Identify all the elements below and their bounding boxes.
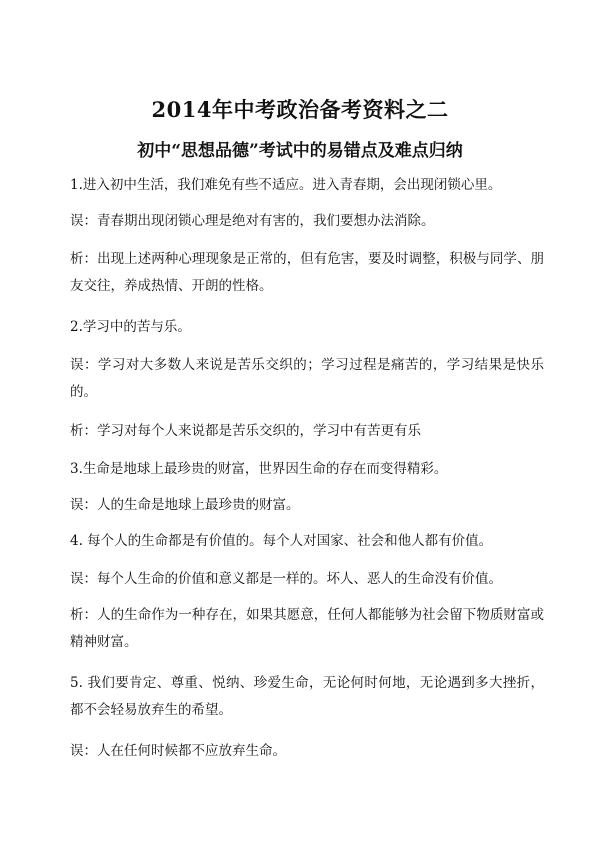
- paragraph-9: 4. 每个人的生命都是有价值的。每个人对国家、社会和他人都有价值。: [70, 533, 493, 549]
- paragraph-2: 误：青春期出现闭锁心理是绝对有害的，我们要想办法消除。: [70, 213, 435, 229]
- paragraph-11: 析：人的生命作为一种存在，如果其愿意，任何人都能够为社会留下物质财富或精神财富。: [70, 607, 544, 650]
- paragraph-10: 误：每个人生命的价值和意义都是一样的。坏人、恶人的生命没有价值。: [70, 571, 502, 587]
- paragraph-8: 误：人的生命是地球上最珍贵的财富。: [70, 497, 300, 513]
- paragraph-4: 2.学习中的苦与乐。: [70, 319, 191, 335]
- document-title: 2014年中考政治备考资料之二: [151, 97, 449, 122]
- paragraph-1: 1.进入初中生活，我们难免有些不适应。进入青春期，会出现闭锁心里。: [70, 177, 502, 193]
- paragraph-5: 误：学习对大多数人来说是苦乐交织的；学习过程是痛苦的，学习结果是快乐的。: [70, 357, 544, 400]
- paragraph-7: 3.生命是地球上最珍贵的财富，世界因生命的存在而变得精彩。: [70, 461, 448, 477]
- paragraph-6: 析：学习对每个人来说都是苦乐交织的，学习中有苦更有乐: [70, 423, 421, 439]
- paragraph-13: 误：人在任何时候都不应放弃生命。: [70, 743, 286, 759]
- document-subtitle: 初中“思想品德”考试中的易错点及难点归纳: [137, 141, 463, 161]
- paragraph-12: 5. 我们要肯定、尊重、悦纳、珍爱生命，无论何时何地，无论遇到多大挫折，都不会轻易放弃生的希望。: [70, 675, 544, 718]
- paragraph-3: 析：出现上述两种心理现象是正常的，但有危害，要及时调整，积极与同学、朋友交往，养成热情、开朗的性格。: [70, 251, 544, 294]
